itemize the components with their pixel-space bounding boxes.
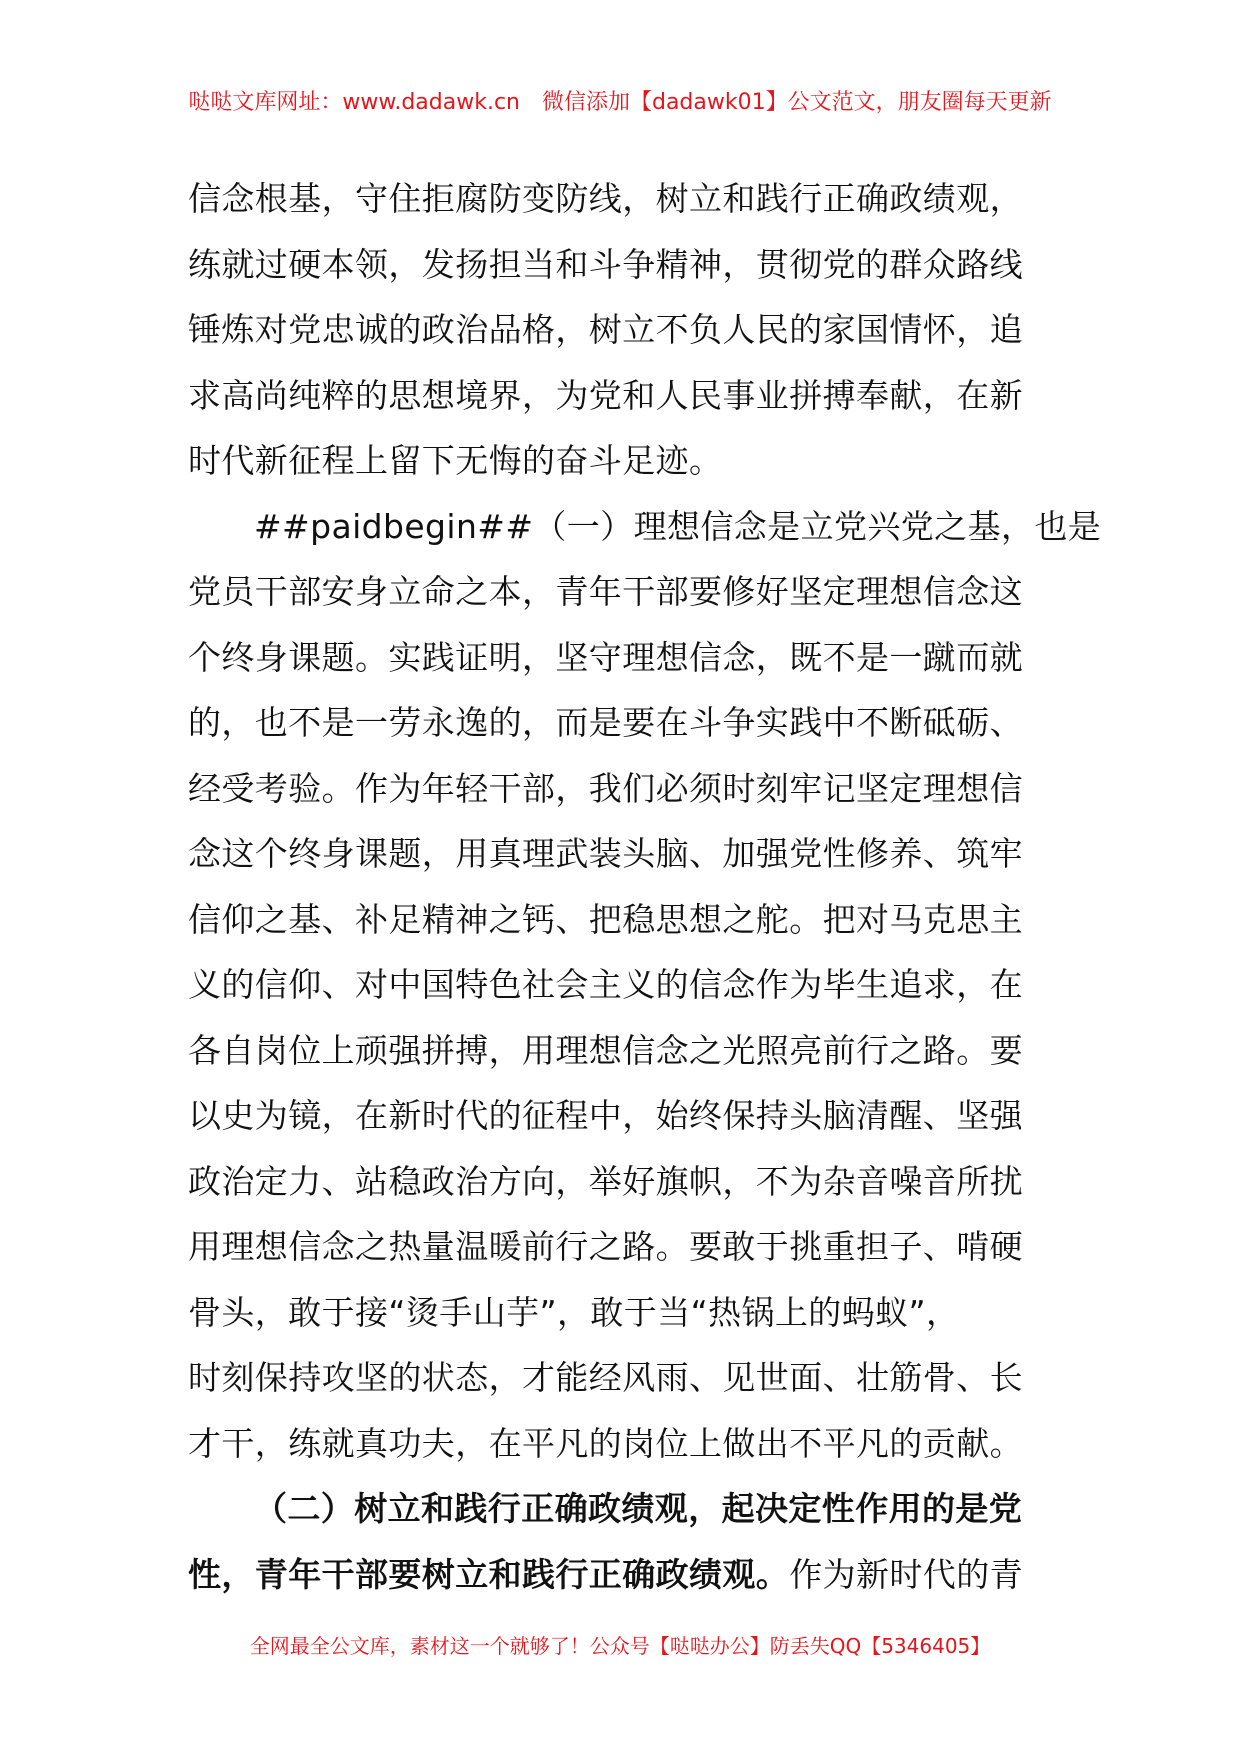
body-line: 骨头，敢于接“烫手山芋”，敢于当“热锅上的蚂蚁”， (188, 1292, 960, 1332)
body-line: 的，也不是一劳永逸的，而是要在斗争实践中不断砥砺、 (188, 703, 1023, 742)
body-line-paragraph-start: ##paidbegin##（一）理想信念是立党兴党之基，也是 (254, 506, 1102, 546)
header-watermark: 哒哒文库网址：www.dadawk.cn 微信添加【dadawk01】公文范文，朋友圈每天更新 (188, 90, 1052, 115)
body-line: 才干，练就真功夫，在平凡的岗位上做出不平凡的贡献。 (188, 1423, 1023, 1463)
section-heading-line: （二）树立和践行正确政绩观，起决定性作用的是党 (254, 1489, 1023, 1528)
section-heading-tail: 性，青年干部要树立和践行正确政绩观。 (188, 1554, 790, 1594)
body-line: 个终身课题。实践证明，坚守理想信念，既不是一蹴而就 (188, 637, 1023, 677)
body-line: 用理想信念之热量温暖前行之路。要敢于挑重担子、啃硬 (188, 1227, 1023, 1266)
body-line-mixed (188, 1542, 1058, 1608)
body-line: 信念根基，守住拒腐防变防线，树立和践行正确政绩观， (188, 179, 1023, 218)
footer-watermark: 全网最全公文库，素材这一个就够了！公众号【哒哒办公】防丢失QQ【5346405】 (249, 1634, 991, 1658)
body-line: 练就过硬本领，发扬担当和斗争精神，贯彻党的群众路线 (188, 244, 1023, 284)
body-line: 锤炼对党忠诚的政治品格，树立不负人民的家国情怀，追 (188, 310, 1023, 349)
body-line: 以史为镜，在新时代的征程中，始终保持头脑清醒、坚强 (188, 1096, 1023, 1135)
body-line: 求高尚纯粹的思想境界，为党和人民事业拼搏奉献，在新 (188, 375, 1023, 415)
body-line: 时代新征程上留下无悔的奋斗足迹。 (188, 441, 723, 480)
body-line: 各自岗位上顽强拼搏，用理想信念之光照亮前行之路。要 (188, 1030, 1023, 1070)
document-body (188, 166, 1102, 1607)
body-line: 时刻保持攻坚的状态，才能经风雨、见世面、壮筋骨、长 (188, 1358, 1023, 1397)
body-line: 政治定力、站稳政治方向，举好旗帜，不为杂音噪音所扰 (188, 1161, 1023, 1201)
body-text-tail: 作为新时代的青 (789, 1554, 1024, 1594)
body-line: 义的信仰、对中国特色社会主义的信念作为毕生追求，在 (188, 965, 1023, 1004)
body-line: 党员干部安身立命之本，青年干部要修好坚定理想信念这 (188, 572, 1023, 611)
body-line: 信仰之基、补足精神之钙、把稳思想之舵。把对马克思主 (188, 899, 1023, 939)
body-line: 念这个终身课题，用真理武装头脑、加强党性修养、筑牢 (188, 834, 1023, 873)
body-line: 经受考验。作为年轻干部，我们必须时刻牢记坚定理想信 (188, 768, 1023, 808)
